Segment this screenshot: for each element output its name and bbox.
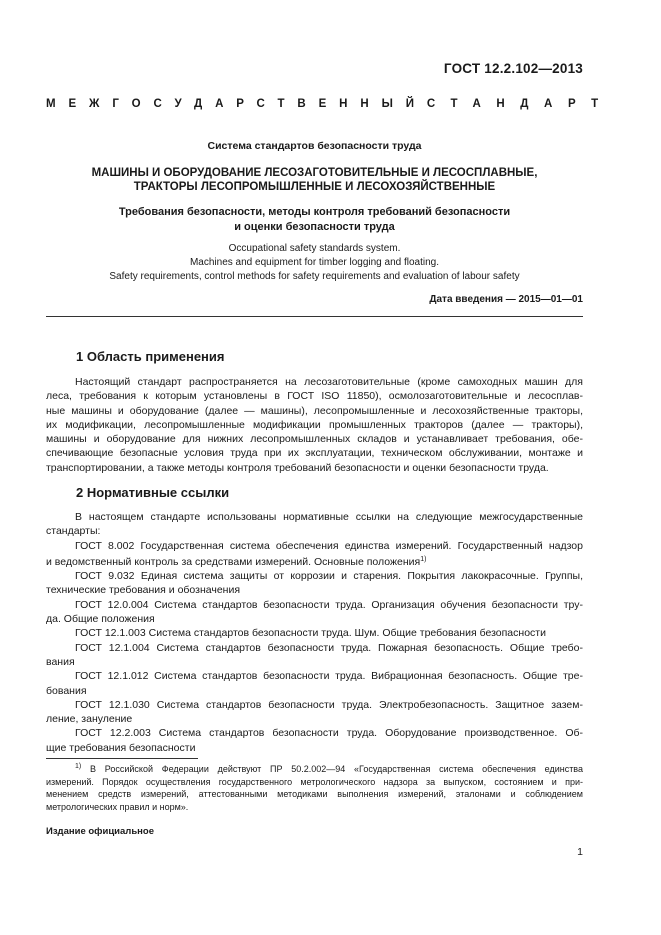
reference-line: ГОСТ 12.0.004 Система стандартов безопасности труда. Организация обучения безопасности тру- xyxy=(75,598,583,611)
footnote-marker: 1) xyxy=(75,763,82,770)
reference-item xyxy=(46,626,583,640)
footnote-marker[interactable]: 1) xyxy=(420,555,427,563)
footnote-line: метрологических правил и норм». xyxy=(46,801,189,812)
reference-item xyxy=(46,726,583,755)
reference-line: вания xyxy=(46,655,75,668)
standard-banner xyxy=(46,98,614,110)
reference-line: ГОСТ 12.1.003 Система стандартов безопасности труда. Шум. Общие требования безопасности xyxy=(75,627,546,640)
banner-interstate: МЕЖГОСУДАРСТВЕННЫЙ xyxy=(46,98,427,110)
scope-paragraph xyxy=(46,375,583,475)
reference-item xyxy=(46,669,583,698)
footnote-divider xyxy=(46,758,198,759)
reference-line: щие требования безопасности xyxy=(46,741,196,754)
reference-line: ГОСТ 12.1.012 Система стандартов безопасности труда. Вибрационная безопасность. Общие тре- xyxy=(75,670,583,683)
paragraph-line: их модификации, лесопромышленные модификации промышленных тракторов (далее — тракторы), xyxy=(46,418,583,431)
references-intro xyxy=(46,510,583,539)
footnote xyxy=(46,761,583,813)
reference-line: да. Общие положения xyxy=(46,613,155,626)
series-title: Система стандартов безопасности труда xyxy=(207,140,422,152)
references-list xyxy=(46,510,583,755)
reference-item xyxy=(46,641,583,670)
header-divider xyxy=(46,316,583,317)
main-title xyxy=(46,166,583,194)
paragraph-line: транспортировании, а также методы контроля требований безопасности и оценки безопасности труда. xyxy=(46,461,549,474)
main-title-line: ТРАКТОРЫ ЛЕСОПРОМЫШЛЕННЫЕ И ЛЕСОХОЗЯЙСТВЕННЫЕ xyxy=(133,181,496,193)
sub-title-line: Требования безопасности, методы контроля требований безопасности xyxy=(118,206,511,218)
main-title-line: МАШИНЫ И ОБОРУДОВАНИЕ ЛЕСОЗАГОТОВИТЕЛЬНЫЕ И ЛЕСОСПЛАВНЫЕ, xyxy=(91,167,538,179)
reference-line: бования xyxy=(46,684,87,697)
reference-line: ГОСТ 12.1.030 Система стандартов безопасности труда. Электробезопасность. Защитное зазем- xyxy=(75,698,583,711)
paragraph-line: ные машины и оборудование (далее — машины), лесопромышленные и лесохозяйственные тракторы, xyxy=(46,404,583,417)
reference-line: ГОСТ 12.1.004 Система стандартов безопасности труда. Пожарная безопасность. Общие требо- xyxy=(75,641,583,654)
english-title xyxy=(46,242,583,284)
footnote-line: менением средств измерений, аттестованными методиками выполнения измерений, эталонами и соблюдением xyxy=(46,789,583,800)
reference-line xyxy=(46,553,583,569)
sub-title-line: и оценки безопасности труда xyxy=(234,221,395,233)
paragraph-line: леса, требования к которым установлены в ГОСТ ISO 11850), осмолозаготовительные и лесосплав- xyxy=(46,390,583,403)
banner-standard: СТАНДАРТ xyxy=(426,98,614,110)
reference-item xyxy=(46,539,583,570)
paragraph-line: спечивающие безопасные условия труда при их эксплуатации, техническом обслуживании, монтаже и xyxy=(46,447,583,460)
english-title-line: Occupational safety standards system. xyxy=(228,243,401,254)
section-heading-references: 2 Нормативные ссылки xyxy=(76,485,230,500)
references-intro-line: В настоящем стандарте использованы нормативные ссылки на следующие межгосударственные xyxy=(75,511,583,523)
reference-item xyxy=(46,698,583,727)
english-title-line: Safety requirements, control methods for safety requirements and evaluation of labour safety xyxy=(109,271,520,282)
reference-line: технические требования и обозначения xyxy=(46,584,241,597)
section-heading-scope: 1 Область применения xyxy=(76,349,225,364)
page-number: 1 xyxy=(577,846,583,858)
reference-text: и ведомственный контроль за средствами измерений. Основные положения xyxy=(46,555,421,568)
footnote-text: В Российской Федерации действуют ПР 50.2.002—94 «Государственная система обеспечения единства xyxy=(81,764,583,774)
paragraph-line: машины и оборудование для нижних лесопромышленных складов и устанавливает требования, обе- xyxy=(46,433,583,446)
reference-item xyxy=(46,598,583,627)
footnote-line xyxy=(46,761,583,776)
english-title-line: Machines and equipment for timber logging and floating. xyxy=(189,257,440,268)
reference-line: ГОСТ 8.002 Государственная система обеспечения единства измерений. Государственный надзор xyxy=(75,539,583,552)
standard-number: ГОСТ 12.2.102—2013 xyxy=(443,61,583,76)
reference-line: ГОСТ 9.032 Единая система защиты от коррозии и старения. Покрытия лакокрасочные. Группы, xyxy=(75,570,583,583)
reference-item xyxy=(46,569,583,598)
footnote-line: измерений. Порядок осуществления государственного метрологического надзора за выпуском, состоянием и при- xyxy=(46,776,583,787)
introduction-date: Дата введения — 2015—01—01 xyxy=(429,294,583,305)
sub-title xyxy=(46,205,583,235)
references-intro-line: стандарты: xyxy=(46,525,101,538)
official-edition-label: Издание официальное xyxy=(46,826,154,837)
reference-line: ление, зануление xyxy=(46,713,133,726)
paragraph-line: Настоящий стандарт распространяется на лесозаготовительные (кроме самоходных машин для xyxy=(75,376,583,388)
reference-line: ГОСТ 12.2.003 Система стандартов безопасности труда. Оборудование производственное. Об- xyxy=(75,727,583,740)
